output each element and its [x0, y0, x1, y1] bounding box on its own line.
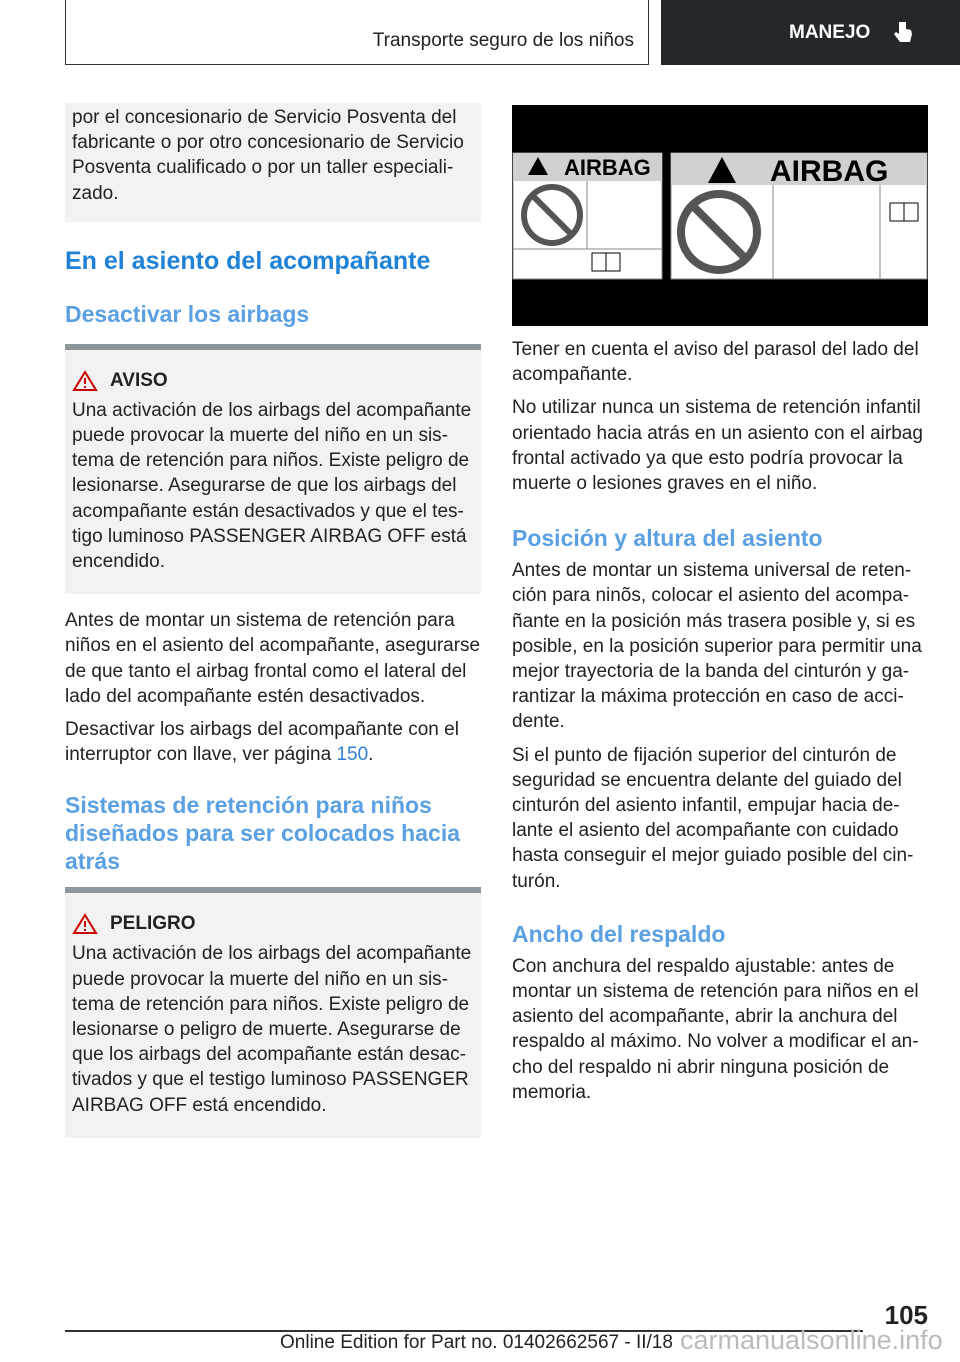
paragraph-text: Desactivar los airbags del acompañante con el interruptor con llave, ver página: [65, 719, 459, 766]
chapter-label: MANEJO: [789, 21, 871, 43]
heading-rear-facing: Sistemas de retención para niños diseñados para ser colocados hacia atrás: [65, 792, 460, 875]
paragraph: Antes de montar un sistema de retención para niños en el asiento del acompañante, asegurarse de que tanto el airbag frontal como el lateral del lado del acompañante estén desactivados.: [65, 610, 481, 707]
intro-text: por el concesionario de Servicio Posventa del fabricante o por otro concesionario de Servicio Posventa cualificado o por un taller especializado.: [65, 103, 481, 222]
pointing-hand-icon: [892, 20, 914, 46]
heading-backrest-width: Ancho del respaldo: [512, 920, 726, 947]
section-title: Transporte seguro de los niños: [372, 30, 634, 51]
chapter-tab: [661, 0, 960, 65]
paragraph: Con anchura del respaldo ajustable: antes de montar un sistema de retención para niños en el asiento del acompañante, abrir la anchura del respaldo al máximo. No volver a modificar el ancho del respaldo ni abrir ninguna posición de memoria.: [512, 955, 919, 1103]
airbag-warning-label-image: [512, 105, 928, 326]
danger-box: [65, 887, 481, 1137]
airbag-label-big: AIRBAG: [770, 155, 889, 188]
watermark: carmanualsonline.info: [680, 1325, 943, 1355]
paragraph: Tener en cuenta el aviso del parasol del lado del acompañante.: [512, 339, 919, 386]
warning-text: Una activación de los airbags del acompañante puede provocar la muerte del niño en un sistema de retención para niños. Existe peligro de lesionarse. Asegurarse de que los airbags del acompañante están desactivados y que el testigo luminoso PASSENGER AIRBAG OFF está encendido.: [72, 399, 472, 573]
page-link[interactable]: 150: [336, 744, 369, 766]
heading-passenger-seat: En el asiento del acompañante: [65, 246, 431, 275]
danger-text: Una activación de los airbags del acompañante puede provocar la muerte del niño en un sistema de retención para niños. Existe peligro de lesionarse o peligro de muerte. Asegurarse de que los airbags del acompañante están desactivados y que el testigo luminoso PASSENGER AIRBAG OFF está encendido.: [72, 943, 472, 1116]
paragraph: [65, 717, 481, 767]
heading-deactivate-airbags: Desactivar los airbags: [65, 300, 310, 327]
danger-label: PELIGRO: [110, 913, 196, 935]
warning-triangle-icon: [72, 913, 98, 935]
header-box: [65, 0, 649, 65]
right-column: [512, 337, 928, 1113]
airbag-label-small: AIRBAG: [564, 155, 651, 180]
warning-box: [65, 344, 481, 594]
paragraph-end: .: [368, 744, 374, 766]
page-number: 105: [884, 1300, 928, 1330]
warning-label: AVISO: [110, 369, 168, 391]
edition-text: Online Edition for Part no. 01402662567 - II/18: [280, 1332, 673, 1353]
heading-seat-position: Posición y altura del asiento: [512, 525, 823, 552]
paragraph: Antes de montar un sistema universal de retención para ninõs, colocar el asiento del acompañante en la posición más trasera posible y, si es posible, en la posición superior para permitir una mejor trayectoria de la banda del cinturón y garantizar la máxima protección en caso de accidente.: [512, 560, 922, 733]
paragraph: No utilizar nunca un sistema de retención infantil orientado hacia atrás en un asiento con el airbag frontal activado ya que esto podría provocar la muerte o lesiones graves en el niño.: [512, 397, 923, 495]
paragraph: Si el punto de fijación superior del cinturón de seguridad se encuentra delante del guiado del cinturón del asiento infantil, empujar hacia delante el asiento del acompañante con cuidado hasta conseguir el mejor guiado posible del cinturón.: [512, 744, 914, 892]
left-column: [65, 103, 481, 1138]
warning-triangle-icon: [72, 370, 98, 392]
